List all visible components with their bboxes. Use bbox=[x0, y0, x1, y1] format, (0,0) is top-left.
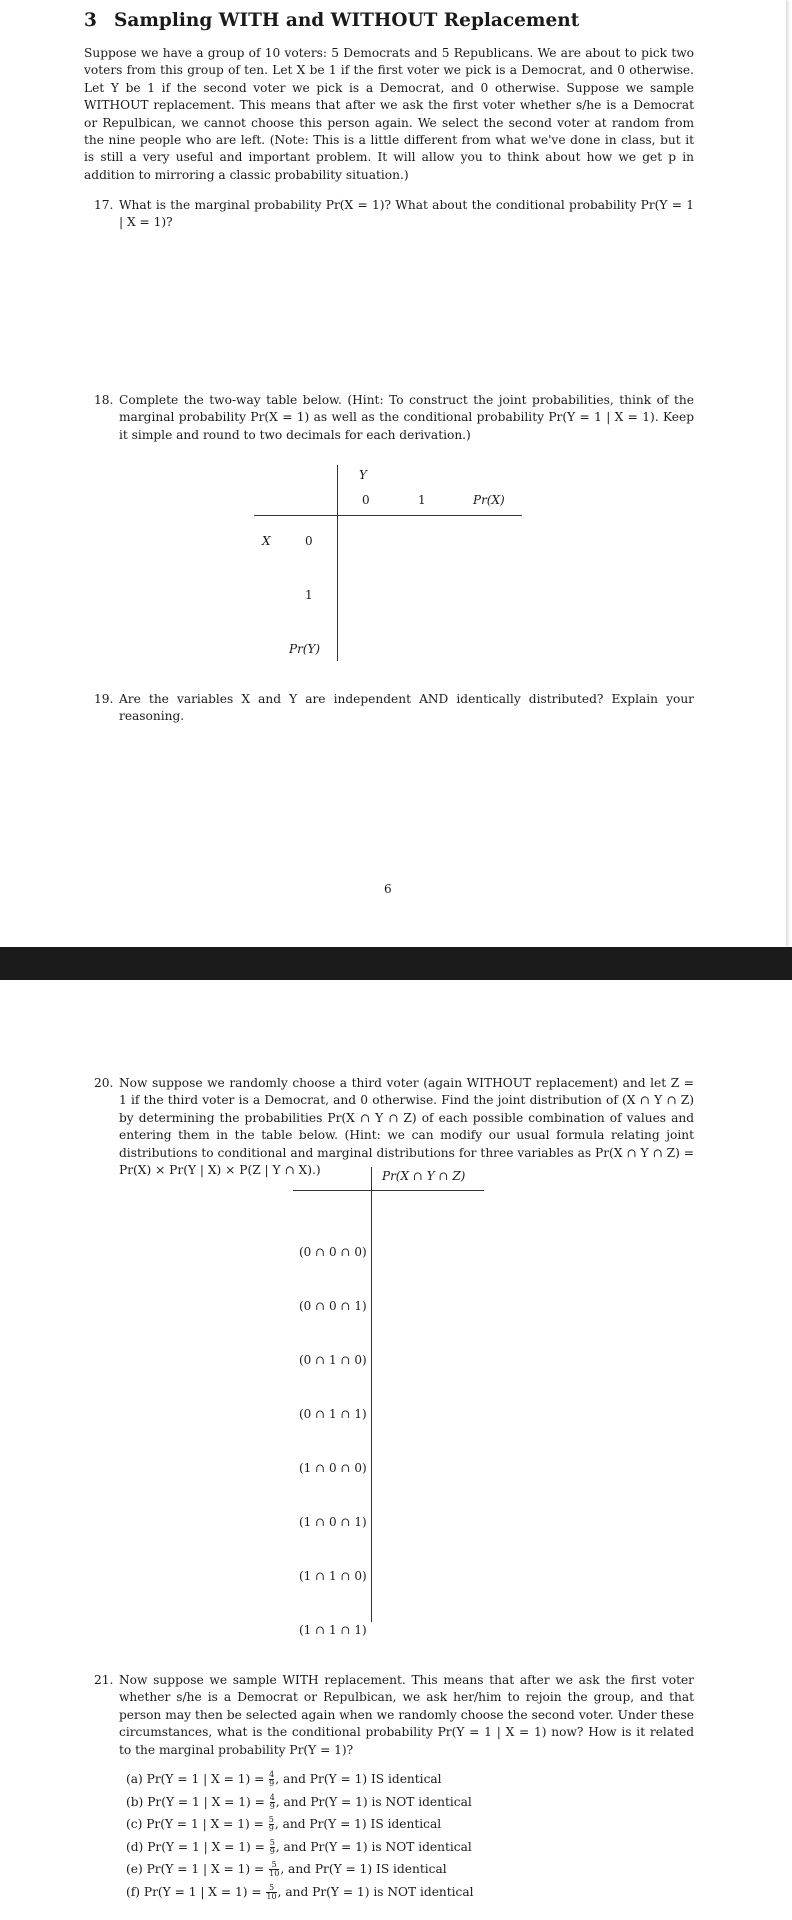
fraction: $\frac{5}{9}$ bbox=[269, 1837, 275, 1856]
table2-row: (1 ∩ 1 ∩ 0) bbox=[299, 1569, 367, 1583]
page-gap bbox=[0, 947, 792, 980]
table-col-0: 0 bbox=[362, 493, 370, 507]
table2-row: (0 ∩ 0 ∩ 0) bbox=[299, 1245, 367, 1259]
table-horizontal-rule bbox=[254, 515, 522, 516]
question-number: 19. bbox=[94, 692, 114, 706]
question-20 bbox=[94, 1075, 694, 1179]
answer-option-c[interactable]: (c) Pr(Y = 1 | X = 1) = $\frac{5}{9}$ , and Pr(Y = 1) IS identical bbox=[126, 1815, 442, 1834]
table-col-total: Pr(X) bbox=[473, 493, 505, 507]
table2-horizontal-rule bbox=[293, 1190, 484, 1191]
section-heading bbox=[84, 10, 579, 31]
question-number: 18. bbox=[94, 393, 114, 407]
question-19 bbox=[94, 691, 694, 726]
question-text: Now suppose we sample WITH replacement. This means that after we ask the first voter whether s/he is a Democrat or Repulbican, we ask her/him to rejoin the group, and that person may then be selected again when we randomly choose the second voter. Under these circumstances, what is the conditional probability Pr(Y = 1 | X = 1) now? How is it related to the marginal probability Pr(Y = 1)? bbox=[119, 1673, 694, 1757]
table2-row: (0 ∩ 1 ∩ 0) bbox=[299, 1353, 367, 1367]
question-text: Complete the two-way table below. (Hint: To construct the joint probabilities, think of the marginal probability Pr(X = 1) as well as the conditional probability Pr(Y = 1 | X = 1). Keep it simple and round to two decimals for each derivation.) bbox=[119, 393, 694, 442]
page-6 bbox=[0, 0, 786, 947]
table2-row: (0 ∩ 1 ∩ 1) bbox=[299, 1407, 367, 1421]
fraction: $\frac{5}{10}$ bbox=[266, 1882, 277, 1901]
answer-option-d[interactable]: (d) Pr(Y = 1 | X = 1) = $\frac{5}{9}$ , and Pr(Y = 1) is NOT identical bbox=[126, 1837, 472, 1856]
fraction: $\frac{4}{9}$ bbox=[269, 1792, 275, 1811]
table-y-label: Y bbox=[359, 468, 367, 482]
answer-options bbox=[126, 1768, 474, 1904]
table2-row: (1 ∩ 0 ∩ 1) bbox=[299, 1515, 367, 1529]
table-vertical-rule bbox=[337, 465, 338, 661]
table2-row: (1 ∩ 0 ∩ 0) bbox=[299, 1461, 367, 1475]
answer-option-f[interactable]: (f) Pr(Y = 1 | X = 1) = $\frac{5}{10}$ , and Pr(Y = 1) is NOT identical bbox=[126, 1882, 474, 1901]
page-number: 6 bbox=[384, 882, 392, 896]
table-row-total: Pr(Y) bbox=[289, 642, 321, 656]
answer-option-a[interactable]: (a) Pr(Y = 1 | X = 1) = $\frac{4}{9}$ , and Pr(Y = 1) IS identical bbox=[126, 1770, 442, 1788]
question-number: 20. bbox=[94, 1076, 114, 1090]
answer-option-b[interactable]: (b) Pr(Y = 1 | X = 1) = $\frac{4}{9}$ , and Pr(Y = 1) is NOT identical bbox=[126, 1792, 472, 1811]
section-number: 3 bbox=[84, 10, 97, 31]
fraction: $\frac{5}{9}$ bbox=[268, 1815, 274, 1834]
question-text: Are the variables X and Y are independent AND identically distributed? Explain your reasoning. bbox=[119, 692, 694, 724]
fraction: $\frac{5}{10}$ bbox=[269, 1860, 280, 1879]
question-number: 17. bbox=[94, 198, 114, 212]
question-17 bbox=[94, 197, 694, 232]
answer-option-e[interactable]: (e) Pr(Y = 1 | X = 1) = $\frac{5}{10}$ , and Pr(Y = 1) IS identical bbox=[126, 1860, 447, 1879]
question-number: 21. bbox=[94, 1673, 114, 1687]
table-row-0: 0 bbox=[305, 534, 313, 548]
table2-vertical-rule bbox=[371, 1167, 372, 1622]
question-21 bbox=[94, 1672, 694, 1759]
table2-header: Pr(X ∩ Y ∩ Z) bbox=[382, 1169, 466, 1183]
table-col-1: 1 bbox=[418, 493, 426, 507]
question-18 bbox=[94, 392, 694, 444]
table2-row: (1 ∩ 1 ∩ 1) bbox=[299, 1623, 367, 1637]
table-x-label: X bbox=[262, 534, 271, 548]
question-text: Now suppose we randomly choose a third voter (again WITHOUT replacement) and let Z = 1 if the third voter is a Democrat, and 0 otherwise. Find the joint distribution of (X ∩ Y ∩ Z) by determining the probabilities Pr(X ∩ Y ∩ Z) of each possible combination of values and entering them in the table below. (Hint: we can modify our usual formula relating joint distributions to conditional and marginal distributions for three variables as Pr(X ∩ Y ∩ Z) = Pr(X) × Pr(Y | X) × P(Z | Y ∩ X).) bbox=[119, 1076, 694, 1178]
question-text: What is the marginal probability Pr(X = 1)? What about the conditional probability Pr(Y = 1 | X = 1)? bbox=[119, 198, 694, 230]
table-row-1: 1 bbox=[305, 588, 313, 602]
section-title: Sampling WITH and WITHOUT Replacement bbox=[114, 10, 580, 31]
table2-row: (0 ∩ 0 ∩ 1) bbox=[299, 1299, 367, 1313]
intro-paragraph: Suppose we have a group of 10 voters: 5 Democrats and 5 Republicans. We are about to pick two voters from this group of ten. Let X be 1 if the first voter we pick is a Democrat, and 0 otherwise. Let Y be 1 if the second voter we pick is a Democrat, and 0 otherwise. Suppose we sample WITHOUT replacement. This means that after we ask the first voter whether s/he is a Democrat or Repulbican, we cannot choose this person again. We select the second voter at random from the nine people who are left. (Note: This is a little different from what we've done in class, but it is still a very useful and important problem. It will allow you to think about how we get p in addition to mirroring a classic probability situation.) bbox=[84, 46, 694, 182]
fraction: $\frac{4}{9}$ bbox=[269, 1770, 275, 1788]
